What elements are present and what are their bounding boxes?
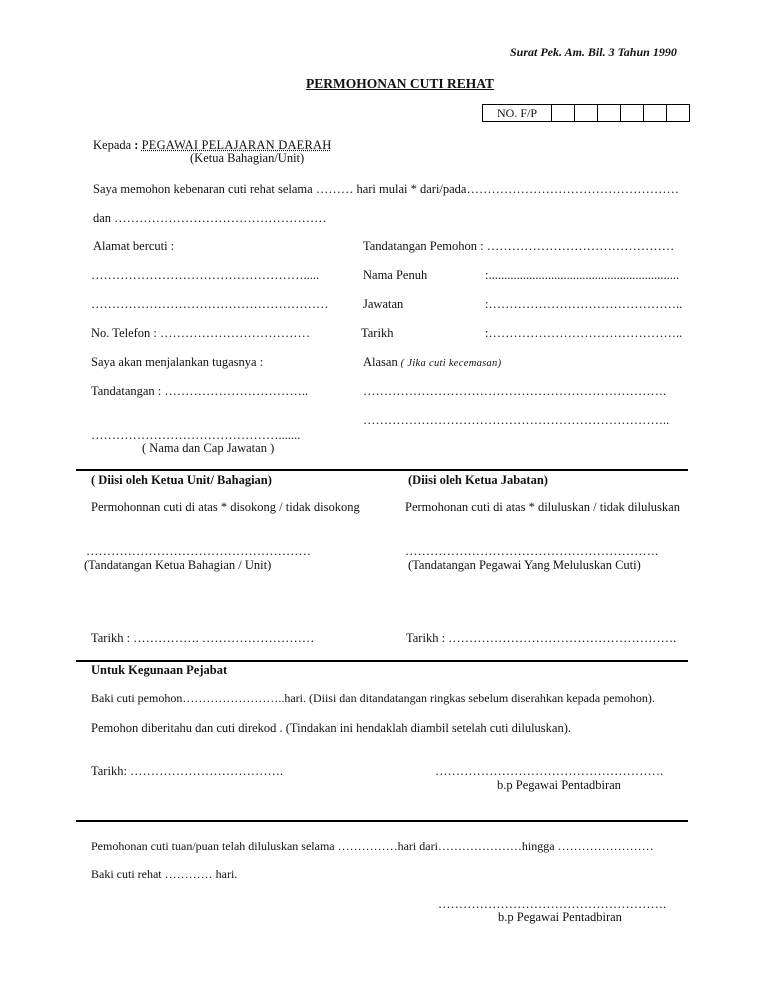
reason-label: Alasan <box>363 355 398 369</box>
office-use-heading: Untuk Kegunaan Pejabat <box>91 663 228 677</box>
file-number-cell[interactable] <box>575 105 598 122</box>
section-divider <box>76 820 688 822</box>
final-signature-line[interactable]: ………………………………………………. <box>438 897 667 911</box>
department-head-statement[interactable]: Permohonan cuti di atas * diluluskan / tidak diluluskan <box>405 500 680 514</box>
remaining-balance-line[interactable]: Baki cuti rehat ………… hari. <box>91 867 238 881</box>
kepada-subtitle: (Ketua Bahagian/Unit) <box>190 151 305 165</box>
recorded-line: Pemohon diberitahu dan cuti direkod . (Tindakan ini hendaklah diambil setelah cuti diluluskan). <box>91 721 571 735</box>
duty-delegate-label: Saya akan menjalankan tugasnya : <box>91 355 264 369</box>
unit-head-signature-line[interactable]: ……………………………………………… <box>86 544 311 558</box>
section-divider <box>76 469 688 471</box>
request-line[interactable]: Saya memohon kebenaran cuti rehat selama ……… hari mulai * dari/pada…………………………………………… <box>93 182 679 196</box>
reason-line-2[interactable]: ……………………………………………………………….. <box>363 413 670 427</box>
file-number-cell[interactable] <box>598 105 621 122</box>
full-name-field[interactable]: :............................................................. <box>485 268 680 282</box>
address-line-1[interactable]: ……………………………………………..... <box>91 268 320 282</box>
leave-balance-line[interactable]: Baki cuti pemohon……………………..hari. (Diisi dan ditandatangan ringkas sebelum diserahkan kepada pemohon). <box>91 691 655 705</box>
reason-note: ( Jika cuti kecemasan) <box>397 358 502 369</box>
department-head-heading: (Diisi oleh Ketua Jabatan) <box>408 473 548 487</box>
unit-head-heading: ( Diisi oleh Ketua Unit/ Bahagian) <box>91 473 272 487</box>
address-line-2[interactable]: ………………………………………………… <box>91 297 329 311</box>
position-field[interactable]: :……………………………………….. <box>485 297 683 311</box>
file-number-cell[interactable] <box>621 105 644 122</box>
kepada-label: Kepada <box>93 138 132 152</box>
telephone-field[interactable]: No. Telefon : ……………………………… <box>91 326 311 340</box>
applicant-signature-field[interactable]: Tandatangan Pemohon : ……………………………………… <box>363 239 675 253</box>
form-title: PERMOHONAN CUTI REHAT <box>306 76 495 91</box>
unit-head-date-field[interactable]: Tarikh : ……………. ……………………… <box>91 631 315 645</box>
start-date-line[interactable]: dan …………………………………………… <box>93 211 327 225</box>
office-date-field[interactable]: Tarikh: ………………………………. <box>91 764 284 778</box>
file-number-cell[interactable] <box>644 105 667 122</box>
delegate-name-stamp-line[interactable]: ………………………………………....... <box>91 428 301 442</box>
department-head-date-field[interactable]: Tarikh : ………………………………………………. <box>406 631 677 645</box>
date-label: Tarikh <box>361 326 394 340</box>
approved-duration-line[interactable]: Pemohonan cuti tuan/puan telah diluluskan selama ……………hari dari…………………hingga …………………… <box>91 839 654 853</box>
file-number-cell[interactable] <box>552 105 575 122</box>
file-number-box <box>482 104 690 122</box>
section-divider <box>76 660 688 662</box>
reason-line-1[interactable]: ………………………………………………………………. <box>363 384 667 398</box>
file-number-cell[interactable] <box>667 105 690 122</box>
full-name-label: Nama Penuh <box>363 268 428 282</box>
delegate-signature-field[interactable]: Tandatangan : …………………………….. <box>91 384 309 398</box>
recipient-line <box>93 138 332 152</box>
kepada-value: PEGAWAI PELAJARAN DAERAH <box>141 138 332 152</box>
office-signature-line[interactable]: ………………………………………………. <box>435 764 664 778</box>
position-label: Jawatan <box>363 297 404 311</box>
delegate-name-stamp-label: ( Nama dan Cap Jawatan ) <box>142 441 275 455</box>
kepada-colon: : <box>131 138 142 152</box>
file-number-label: NO. F/P <box>483 105 552 122</box>
form-reference: Surat Pek. Am. Bil. 3 Tahun 1990 <box>510 45 677 59</box>
reason-label-line <box>363 355 501 371</box>
address-label: Alamat bercuti : <box>93 239 175 253</box>
office-signature-label: b.p Pegawai Pentadbiran <box>497 778 621 792</box>
department-head-signature-label: (Tandatangan Pegawai Yang Meluluskan Cuti) <box>408 558 641 572</box>
unit-head-statement[interactable]: Permohonnan cuti di atas * disokong / tidak disokong <box>91 500 360 514</box>
date-field[interactable]: :……………………………………….. <box>485 326 683 340</box>
unit-head-signature-label: (Tandatangan Ketua Bahagian / Unit) <box>84 558 272 572</box>
department-head-signature-line[interactable]: ……………………………………………………. <box>405 544 659 558</box>
final-signature-label: b.p Pegawai Pentadbiran <box>498 910 622 924</box>
